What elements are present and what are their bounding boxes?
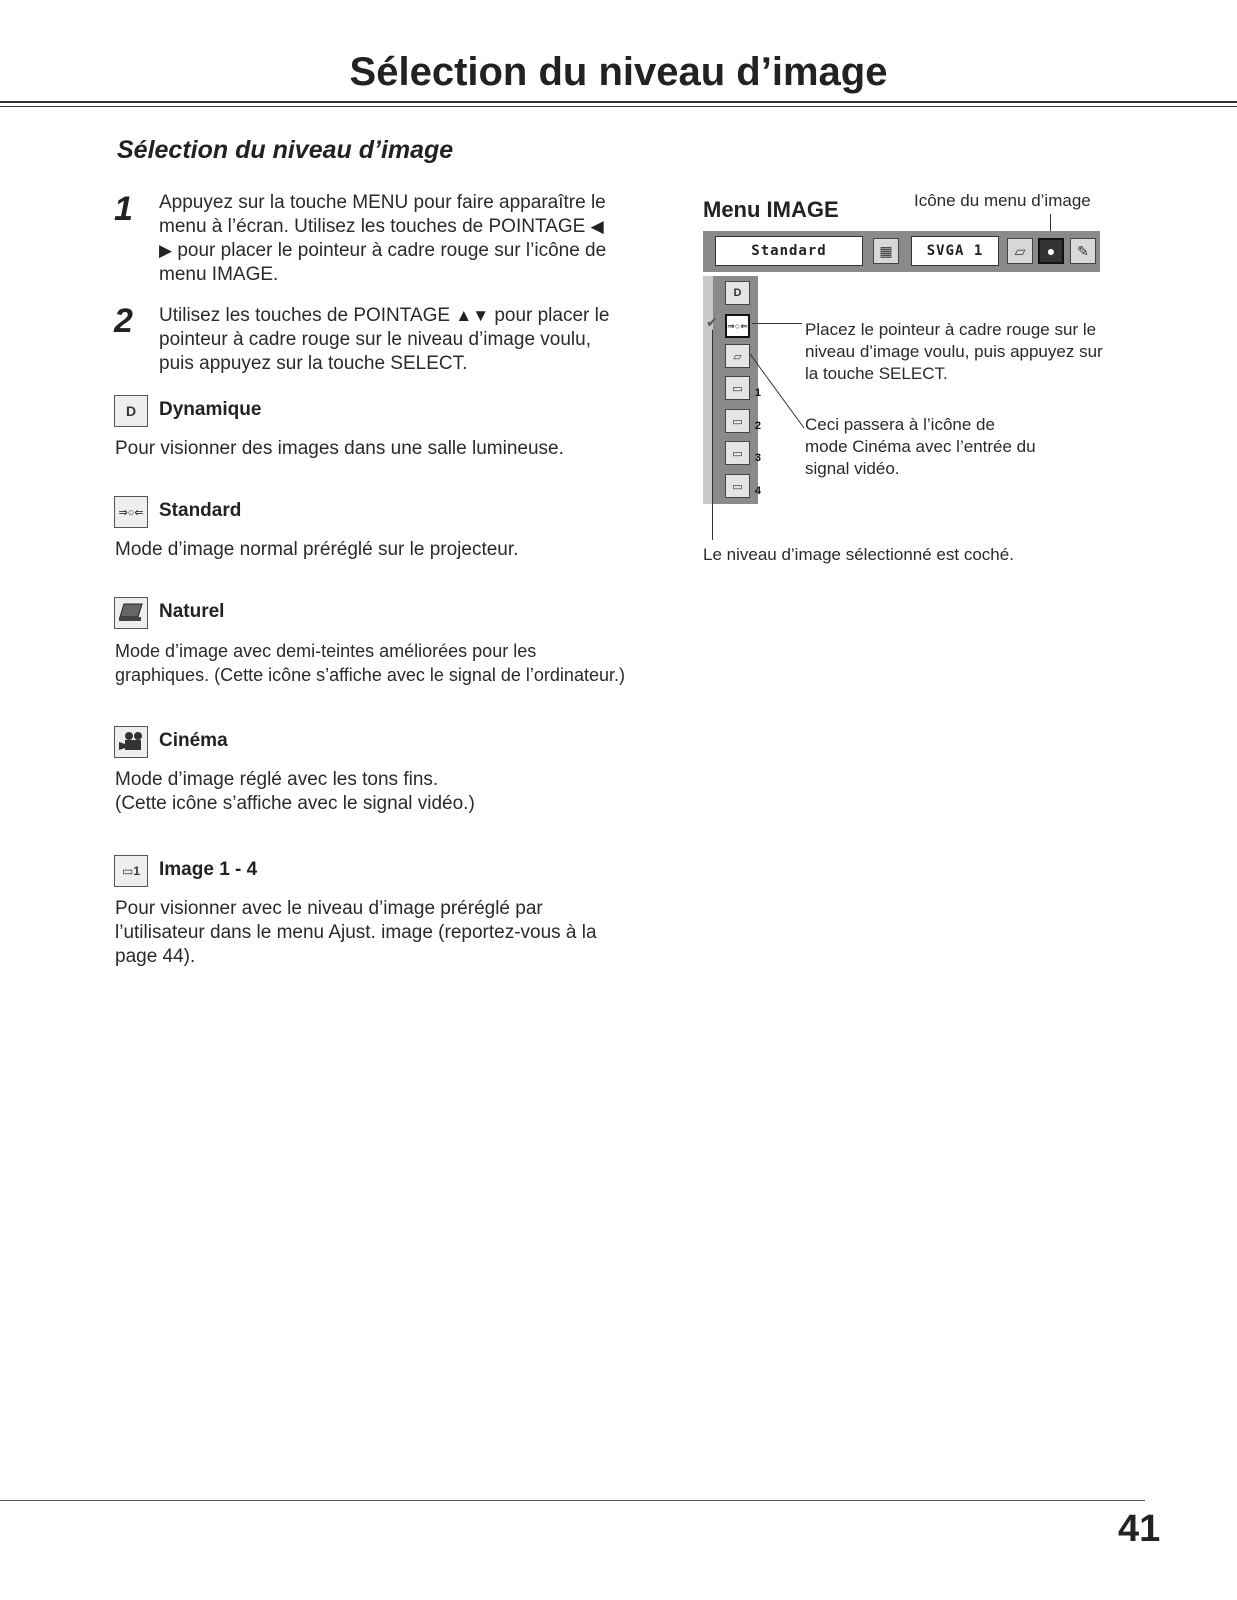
menu-bar	[703, 231, 1100, 272]
footer-rule	[0, 1500, 1145, 1501]
callout-line: signal vidéo.	[805, 459, 900, 478]
mode-desc-line: l’utilisateur dans le menu Ajust. image (reportez-vous à la	[115, 922, 597, 943]
cinema-callout	[805, 414, 1036, 480]
sidebar-dynamic-icon: D	[725, 281, 750, 305]
callout-line: la touche SELECT.	[805, 364, 948, 383]
mode-desc-standard	[115, 538, 518, 562]
mode-desc-line: Mode d’image avec demi-teintes améliorées pour les	[115, 641, 537, 661]
projector-icon: ▦	[873, 238, 899, 264]
step-2-line-1-end: pour placer le	[494, 305, 610, 326]
pointer-callout	[805, 319, 1103, 385]
mode-desc-line: Pour visionner avec le niveau d’image préréglé par	[115, 898, 543, 919]
page-title: Sélection du niveau d’image	[349, 50, 888, 94]
image-menu-icon: ●	[1038, 238, 1064, 264]
icon-callout-label: Icône du menu d’image	[914, 191, 1091, 210]
sidebar-number: 4	[754, 485, 761, 497]
sidebar-laptop-icon: ▱	[725, 344, 750, 368]
sidebar-number: 2	[754, 420, 761, 432]
checked-callout: Le niveau d’image sélectionné est coché.	[703, 545, 1014, 564]
menu-bar-mode-field: Standard	[715, 236, 863, 266]
step-1-text	[159, 191, 606, 287]
mode-desc-dynamique	[115, 437, 564, 461]
sidebar-image-1-icon: ▭ 1	[725, 376, 750, 400]
step-1-line-2	[159, 215, 606, 239]
mode-desc-image-1-4	[115, 897, 597, 969]
page-number: 41	[1118, 1508, 1161, 1550]
step-2-line-2: pointeur à cadre rouge sur le niveau d’image voulu,	[159, 329, 591, 350]
laptop-icon	[114, 597, 148, 629]
callout-line: Placez le pointeur à cadre rouge sur le	[805, 320, 1097, 339]
sidebar-number: 3	[754, 452, 761, 464]
step-1-line-4: menu IMAGE.	[159, 264, 279, 285]
left-arrow-icon: ◀	[590, 217, 604, 236]
settings-tools-icon: ✎	[1070, 238, 1096, 264]
mode-title-standard: Standard	[159, 500, 242, 521]
mode-title-image-1-4: Image 1 - 4	[159, 859, 258, 880]
step-2-line-1	[159, 304, 609, 328]
mode-desc-naturel	[115, 639, 625, 687]
step-2-line-1-text: Utilisez les touches de POINTAGE	[159, 305, 451, 326]
step-1-line-3	[159, 239, 606, 263]
sidebar-number: 1	[754, 387, 761, 399]
sidebar-image-3-icon: ▭ 3	[725, 441, 750, 465]
section-title: Sélection du niveau d’image	[117, 136, 454, 164]
laptop-small-icon: ▱	[1007, 238, 1033, 264]
image-preset-icon: ▭1	[114, 855, 148, 887]
up-down-arrows-icon: ▲▼	[455, 306, 490, 325]
mode-title-cinema: Cinéma	[159, 730, 228, 751]
mode-desc-line: graphiques. (Cette icône s’affiche avec le signal de l’ordinateur.)	[115, 665, 625, 685]
mode-desc-line: Mode d’image réglé avec les tons fins.	[115, 769, 439, 790]
mode-desc-line: page 44).	[115, 946, 196, 967]
step-1-line-3-text: pour placer le pointeur à cadre rouge sur l’icône de	[177, 240, 607, 261]
pointer-callout-leader	[752, 323, 802, 324]
mode-title-naturel: Naturel	[159, 601, 225, 622]
step-2-line-3: puis appuyez sur la touche SELECT.	[159, 353, 468, 374]
callout-line: mode Cinéma avec l’entrée du	[805, 437, 1036, 456]
sidebar-image-2-icon: ▭ 2	[725, 409, 750, 433]
mode-title-dynamique: Dynamique	[159, 399, 262, 420]
checkmark-icon: ✔	[706, 314, 718, 330]
menu-bar-signal-field: SVGA 1	[911, 236, 999, 266]
header-rule	[0, 101, 1237, 103]
cinema-callout-leader	[748, 352, 808, 432]
right-arrow-icon: ▶	[159, 241, 173, 260]
step-1-line-2-text: menu à l’écran. Utilisez les touches de POINTAGE	[159, 216, 586, 237]
menu-image-label: Menu IMAGE	[703, 197, 839, 222]
film-camera-icon	[114, 726, 148, 758]
mode-desc-cinema	[115, 768, 475, 816]
step-1-number: 1	[114, 190, 133, 228]
callout-line: niveau d’image voulu, puis appuyez sur	[805, 342, 1103, 361]
dynamic-icon: D	[114, 395, 148, 427]
step-2-number: 2	[114, 302, 133, 340]
step-2-text	[159, 304, 609, 376]
standard-icon: ⇒○⇐	[114, 496, 148, 528]
mode-desc-line: Mode d’image normal préréglé sur le projecteur.	[115, 539, 519, 560]
step-1-line-1: Appuyez sur la touche MENU pour faire apparaître le	[159, 192, 606, 213]
checked-callout-leader	[712, 330, 713, 540]
sidebar-image-4-icon: ▭ 4	[725, 474, 750, 498]
header-rule-thin	[0, 106, 1237, 107]
callout-line: Ceci passera à l’icône de	[805, 415, 995, 434]
sidebar-standard-icon: ⇒○⇐	[725, 314, 750, 338]
mode-desc-line: Pour visionner des images dans une salle lumineuse.	[115, 438, 564, 459]
mode-desc-line: (Cette icône s’affiche avec le signal vidéo.)	[115, 793, 475, 814]
